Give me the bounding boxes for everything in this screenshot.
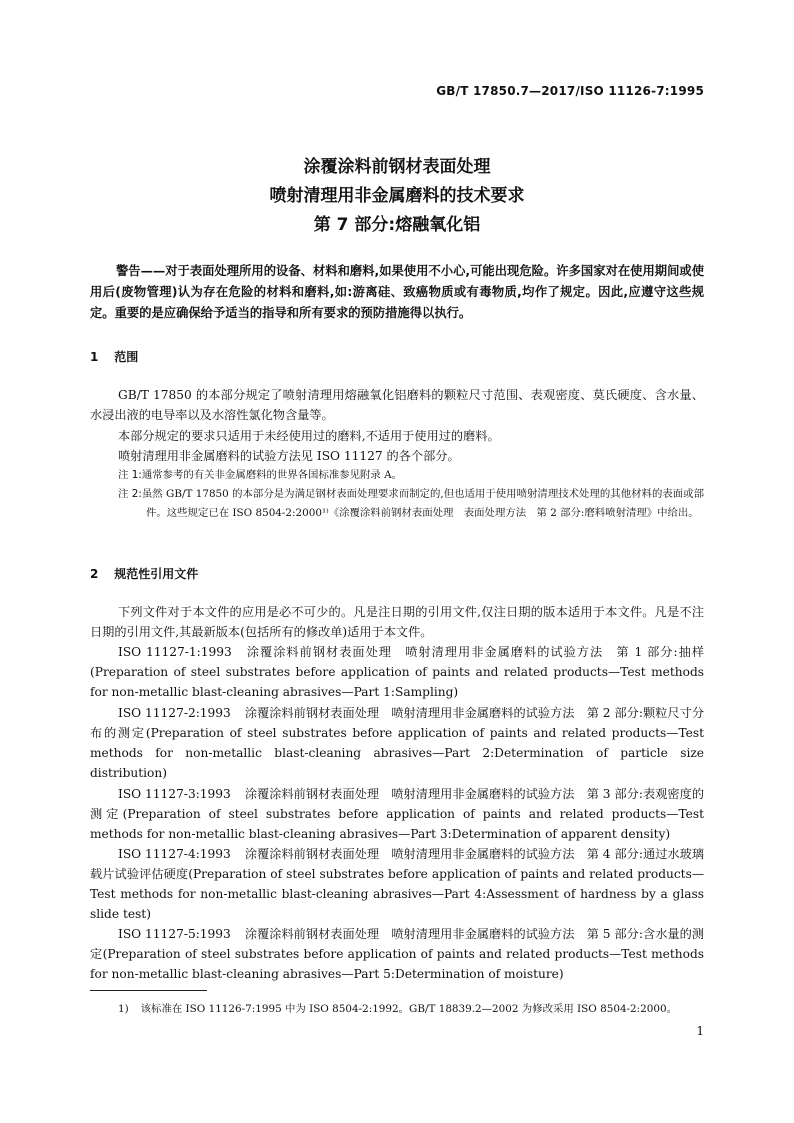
- standard-code: GB/T 17850.7—2017/ISO 11126-7:1995: [436, 84, 704, 98]
- reference-title-cn: 涂覆涂料前钢材表面处理 喷射清理用非金属磨料的试验方法 第 1 部分:抽样: [245, 645, 705, 659]
- reference-item: [90, 844, 704, 924]
- footnote-text: 该标准在 ISO 11126-7:1995 中为 ISO 8504-2:1992。GB/T 18839.2—2002 为修改采用 ISO 8504-2:2000。: [140, 1003, 678, 1015]
- normative-intro: 下列文件对于本文件的应用是必不可少的。凡是注日期的引用文件,仅注日期的版本适用于本文件。凡是不注日期的引用文件,其最新版本(包括所有的修改单)适用于本文件。: [90, 605, 704, 639]
- reference-title-cn: 涂覆涂料前钢材表面处理 喷射清理用非金属磨料的试验方法 第 2 部分:颗粒尺寸分布的测定: [90, 706, 705, 740]
- reference-title-en: (Preparation of steel substrates before application of paints and related products—Test methods for non-metallic blast-cleaning abrasives—Part 4:Assessment of hardness by a glass slide test): [90, 867, 705, 921]
- footnote-divider: [90, 990, 207, 991]
- note-2: [118, 485, 704, 523]
- scope-paragraph-1: GB/T 17850 的本部分规定了喷射清理用熔融氧化铝磨料的颗粒尺寸范围、表观密度、莫氏硬度、含水量、水浸出液的电导率以及水溶性氯化物含量等。: [90, 388, 704, 422]
- note-2-label: 注 2:: [118, 488, 142, 500]
- section-2-title: 规范性引用文件: [114, 567, 199, 581]
- reference-title-en: (Preparation of steel substrates before application of paints and related products—Test methods for non-metallic blast-cleaning abrasives—Part 5:Determination of moisture): [90, 947, 704, 981]
- title-line-3: 第 7 部分:熔融氧化铝: [313, 215, 481, 235]
- reference-code: ISO 11127-2:1993: [118, 706, 231, 720]
- note-1-label: 注 1:: [118, 469, 142, 481]
- page-number: 1: [696, 1024, 704, 1038]
- scope-paragraph-2: 本部分规定的要求只适用于未经使用过的磨料,不适用于使用过的磨料。: [118, 429, 500, 443]
- title-line-2: 喷射清理用非金属磨料的技术要求: [269, 186, 525, 206]
- footnote: [118, 1000, 677, 1015]
- reference-item: [90, 703, 704, 783]
- note-2-text: 虽然 GB/T 17850 的本部分是为满足钢材表面处理要求而制定的,但也适用于使用喷射清理技术处理的其他材料的表面或部件。这些规定已在 ISO 8504-2:2000¹⁾《涂覆涂料前钢材表面处理 表面处理方法 第 2 部分:磨料喷射清理》中给出。: [141, 488, 704, 519]
- reference-title-en: (Preparation of steel substrates before application of paints and related products—Test methods for non-metallic blast-cleaning abrasives—Part 2:Determination of particle size distribution): [90, 726, 704, 780]
- section-2-number: 2: [90, 567, 99, 581]
- reference-title-en: (Preparation of steel substrates before application of paints and related products—Test methods for non-metallic blast-cleaning abrasives—Part 1:Sampling): [90, 665, 704, 699]
- reference-item: [90, 924, 704, 984]
- reference-code: ISO 11127-1:1993: [118, 645, 232, 659]
- reference-item: [90, 784, 704, 844]
- reference-title-en: (Preparation of steel substrates before application of paints and related products—Test methods for non-metallic blast-cleaning abrasives—Part 3:Determination of apparent density): [90, 807, 705, 841]
- reference-code: ISO 11127-4:1993: [118, 847, 231, 861]
- note-1: [118, 466, 704, 485]
- section-1-number: 1: [90, 350, 99, 364]
- reference-title-cn: 涂覆涂料前钢材表面处理 喷射清理用非金属磨料的试验方法 第 3 部分:表观密度的测定: [90, 787, 705, 821]
- section-1-heading: [90, 348, 138, 365]
- footnote-mark: 1): [118, 1003, 129, 1015]
- note-1-text: 通常参考的有关非金属磨料的世界各国标准参见附录 A。: [141, 469, 402, 481]
- reference-title-cn: 涂覆涂料前钢材表面处理 喷射清理用非金属磨料的试验方法 第 4 部分:通过水玻璃载片试验评估硬度: [90, 847, 705, 881]
- section-1-title: 范围: [114, 350, 139, 364]
- scope-paragraph-3: 喷射清理用非金属磨料的试验方法见 ISO 11127 的各个部分。: [118, 449, 460, 463]
- reference-item: [90, 642, 704, 702]
- section-2-heading: [90, 565, 198, 582]
- reference-code: ISO 11127-3:1993: [118, 787, 231, 801]
- title-line-1: 涂覆涂料前钢材表面处理: [303, 157, 491, 177]
- reference-code: ISO 11127-5:1993: [118, 927, 231, 941]
- reference-title-cn: 涂覆涂料前钢材表面处理 喷射清理用非金属磨料的试验方法 第 5 部分:含水量的测定: [90, 927, 705, 961]
- warning-paragraph: 警告——对于表面处理所用的设备、材料和磨料,如果使用不小心,可能出现危险。许多国家对在使用期间或使用后(废物管理)认为存在危险的材料和磨料,如:游离硅、致癌物质或有毒物质,均作了规定。因此,应遵守这些规定。重要的是应确保给予适当的指导和所有要求的预防措施得以执行。: [90, 264, 704, 320]
